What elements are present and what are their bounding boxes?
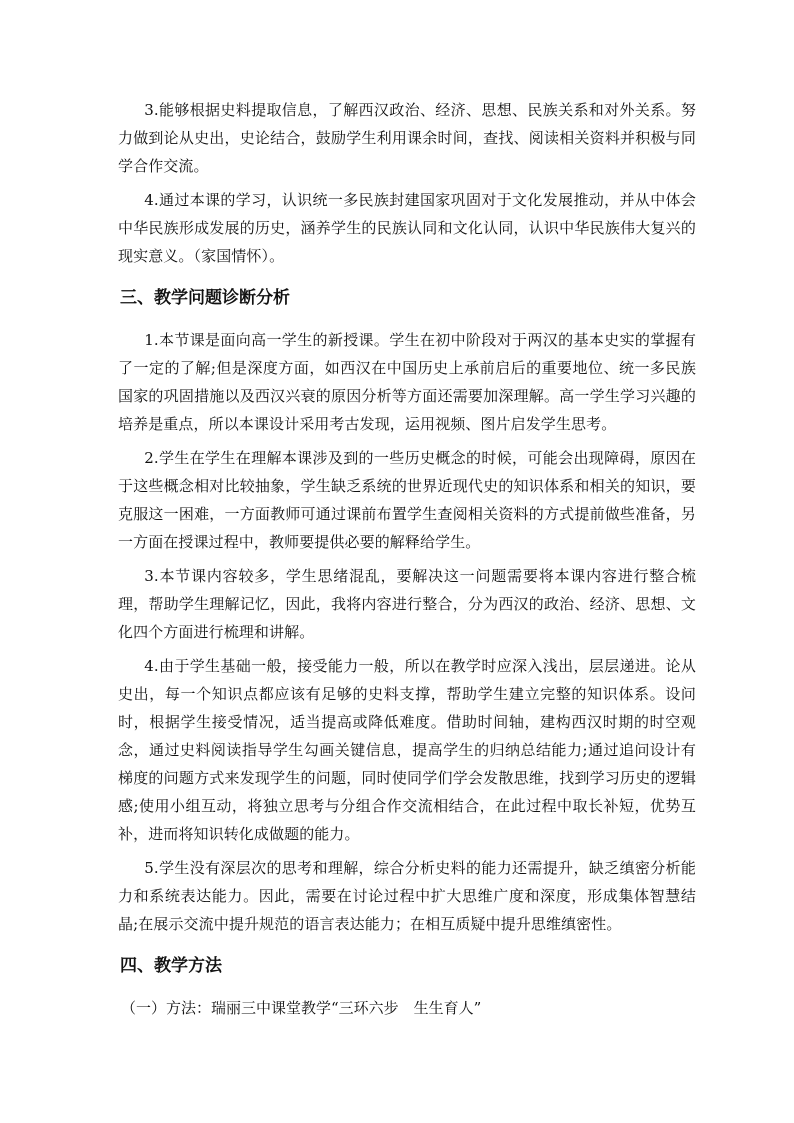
paragraph-diagnosis-5: 5.学生没有深层次的思考和理解，综合分析史料的能力还需提升，缺乏缜密分析能力和系统表达能力。因此，需要在讨论过程中扩大思维广度和深度，形成集体智慧结晶;在展示交流中提升规范的语言表达能力；在相互质疑中提升思维缜密性。	[118, 859, 696, 933]
paragraph-diagnosis-1: 1.本节课是面向高一学生的新授课。学生在初中阶段对于两汉的基本史实的掌握有了一定的了解;但是深度方面，如西汉在中国历史上承前启后的重要地位、统一多民族国家的巩固措施以及西汉兴衰的原因分析等方面还需要加深理解。高一学生学习兴趣的培养是重点，所以本课设计采用考古发现，运用视频、图片启发学生思考。	[118, 331, 696, 433]
paragraph-diagnosis-4: 4.由于学生基础一般，接受能力一般，所以在教学时应深入浅出，层层递进。论从史出，每一个知识点都应该有足够的史料支撑，帮助学生建立完整的知识体系。设问时，根据学生接受情况，适当提高或降低难度。借助时间轴，建构西汉时期的时空观念，通过史料阅读指导学生勾画关键信息，提高学生的归纳总结能力;通过追问设计有梯度的问题方式来发现学生的问题，同时使同学们学会发散思维，找到学习历史的逻辑感;使用小组互动，将独立思考与分组合作交流相结合，在此过程中取长补短，优势互补，进而将知识转化成做题的能力。	[118, 657, 696, 843]
spacer	[118, 270, 696, 284]
section-heading-methods: 四、教学方法	[120, 956, 222, 976]
paragraph-diagnosis-3: 3.本节课内容较多，学生思绪混乱，要解决这一问题需要将本课内容进行整合梳理，帮助学生理解记忆，因此，我将内容进行整合，分为西汉的政治、经济、思想、文化四个方面进行梳理和讲解。	[118, 567, 696, 641]
spacer	[118, 938, 696, 952]
section-heading-diagnosis: 三、教学问题诊断分析	[120, 288, 290, 308]
spacer	[118, 980, 696, 994]
paragraph-diagnosis-2: 2.学生在学生在理解本课涉及到的一些历史概念的时候，可能会出现障碍，原因在于这些概念相对比较抽象，学生缺乏系统的世界近现代史的知识体系和相关的知识，要克服这一困难，一方面教师可通过课前布置学生查阅相关资料的方式提前做些准备，另一方面在授课过程中，教师要提供必要的解释给学生。	[118, 449, 696, 551]
page-content	[118, 96, 696, 1022]
subheading-method-1: （一）方法：瑞丽三中课堂教学“三环六步 生生育人”	[121, 999, 482, 1017]
paragraph-objective-4: 4.通过本课的学习，认识统一多民族封建国家巩固对于文化发展推动，并从中体会中华民族形成发展的历史，涵养学生的民族认同和文化认同，认识中华民族伟大复兴的现实意义。（家国情怀）。	[118, 191, 696, 265]
paragraph-objective-3: 3.能够根据史料提取信息，了解西汉政治、经济、思想、民族关系和对外关系。努力做到论从史出，史论结合，鼓励学生利用课余时间，查找、阅读相关资料并积极与同学合作交流。	[118, 101, 696, 175]
spacer	[118, 312, 696, 326]
